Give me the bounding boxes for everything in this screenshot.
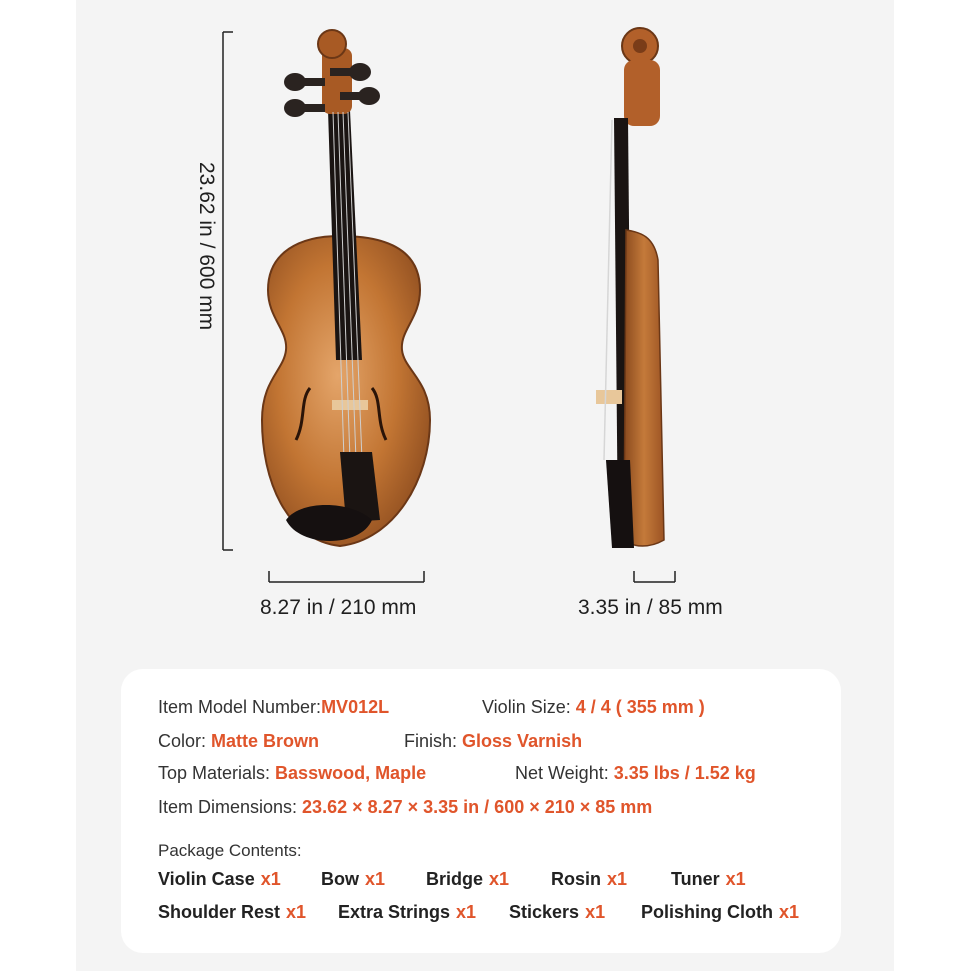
depth-dimension-label: 3.35 in / 85 mm: [578, 596, 723, 619]
package-item: Rosin x1: [551, 869, 628, 889]
spec-size: Violin Size: 4 / 4 ( 355 mm ): [482, 697, 705, 717]
package-item: Bow x1: [321, 869, 386, 889]
package-item: Violin Case x1: [158, 869, 281, 889]
package-item: Bridge x1: [426, 869, 510, 889]
spec-top-materials: Top Materials: Basswood, Maple: [158, 763, 427, 783]
spec-item-dimensions: Item Dimensions: 23.62 × 8.27 × 3.35 in / 600 × 210 × 85 mm: [158, 797, 653, 817]
spec-model: Item Model Number:MV012L: [158, 697, 390, 717]
package-item: Polishing Cloth x1: [641, 902, 800, 922]
package-item: Tuner x1: [671, 869, 746, 889]
package-item: Stickers x1: [509, 902, 606, 922]
spec-net-weight: Net Weight: 3.35 lbs / 1.52 kg: [515, 763, 756, 783]
height-dimension-label: 23.62 in / 600 mm: [195, 162, 218, 331]
spec-color: Color: Matte Brown: [158, 731, 320, 751]
width-dimension-label: 8.27 in / 210 mm: [260, 596, 417, 619]
package-item: Shoulder Rest x1: [158, 902, 307, 922]
spec-finish: Finish: Gloss Varnish: [404, 731, 583, 751]
package-contents-title: Package Contents:: [158, 841, 302, 860]
package-item: Extra Strings x1: [338, 902, 477, 922]
